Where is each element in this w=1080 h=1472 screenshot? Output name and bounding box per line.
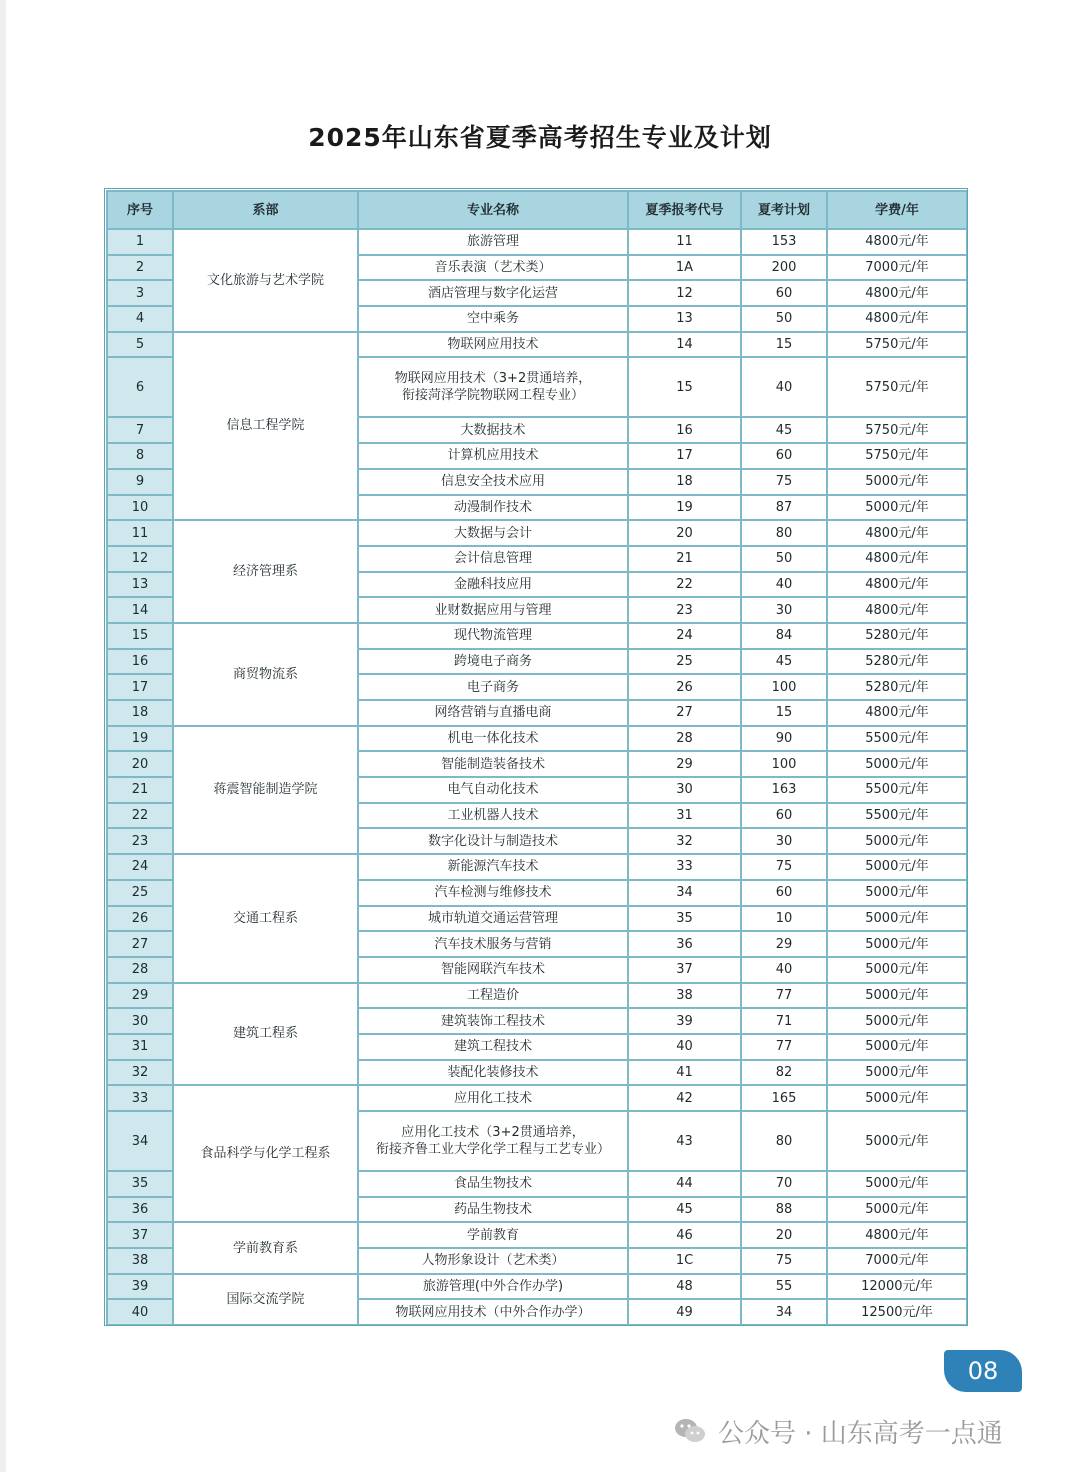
cell-fee: 5750元/年	[827, 443, 967, 469]
cell-major: 大数据与会计	[358, 520, 628, 546]
page-number-badge: 08	[944, 1350, 1022, 1392]
cell-major: 汽车检测与维修技术	[358, 880, 628, 906]
cell-major: 计算机应用技术	[358, 443, 628, 469]
cell-plan: 15	[741, 332, 827, 358]
cell-major-line2: 衔接齐鲁工业大学化学工程与工艺专业）	[375, 1142, 610, 1157]
cell-seq: 25	[107, 880, 173, 906]
cell-seq: 34	[107, 1111, 173, 1171]
cell-fee: 5000元/年	[827, 957, 967, 983]
table-row	[107, 1222, 967, 1248]
cell-fee: 5000元/年	[827, 469, 967, 495]
cell-seq: 14	[107, 597, 173, 623]
cell-seq: 11	[107, 520, 173, 546]
cell-seq: 20	[107, 751, 173, 777]
cell-fee: 4800元/年	[827, 520, 967, 546]
cell-major-line1: 应用化工技术（3+2贯通培养，	[401, 1125, 585, 1140]
cell-seq: 40	[107, 1299, 173, 1325]
cell-fee: 5750元/年	[827, 332, 967, 358]
cell-seq: 36	[107, 1197, 173, 1223]
cell-plan: 55	[741, 1274, 827, 1300]
page-title: 2025年山东省夏季高考招生专业及计划	[308, 123, 772, 152]
cell-fee: 5000元/年	[827, 751, 967, 777]
cell-code: 43	[628, 1111, 741, 1171]
cell-fee: 5000元/年	[827, 1008, 967, 1034]
cell-plan: 60	[741, 880, 827, 906]
cell-major: 工业机器人技术	[358, 803, 628, 829]
cell-seq: 24	[107, 854, 173, 880]
cell-seq: 23	[107, 828, 173, 854]
cell-fee: 5000元/年	[827, 1171, 967, 1197]
cell-code: 18	[628, 469, 741, 495]
cell-fee: 5000元/年	[827, 1060, 967, 1086]
cell-code: 38	[628, 983, 741, 1009]
cell-major: 智能制造装备技术	[358, 751, 628, 777]
cell-seq: 8	[107, 443, 173, 469]
cell-seq: 13	[107, 572, 173, 598]
cell-plan: 60	[741, 803, 827, 829]
cell-fee: 5000元/年	[827, 495, 967, 521]
cell-major: 工程造价	[358, 983, 628, 1009]
cell-seq: 16	[107, 649, 173, 675]
cell-plan: 60	[741, 280, 827, 306]
header-code: 夏季报考代号	[628, 191, 741, 229]
cell-dept: 国际交流学院	[173, 1274, 358, 1325]
cell-code: 35	[628, 906, 741, 932]
cell-dept: 建筑工程系	[173, 983, 358, 1086]
cell-major: 网络营销与直播电商	[358, 700, 628, 726]
cell-plan: 60	[741, 443, 827, 469]
cell-plan: 34	[741, 1299, 827, 1325]
cell-code: 40	[628, 1034, 741, 1060]
cell-major: 跨境电子商务	[358, 649, 628, 675]
cell-plan: 75	[741, 854, 827, 880]
cell-seq: 4	[107, 306, 173, 332]
cell-plan: 15	[741, 700, 827, 726]
cell-code: 31	[628, 803, 741, 829]
cell-plan: 100	[741, 674, 827, 700]
cell-code: 16	[628, 417, 741, 443]
cell-seq: 17	[107, 674, 173, 700]
cell-plan: 80	[741, 520, 827, 546]
table-row	[107, 1274, 967, 1300]
cell-code: 28	[628, 726, 741, 752]
cell-fee: 7000元/年	[827, 255, 967, 281]
cell-fee: 5000元/年	[827, 854, 967, 880]
cell-code: 29	[628, 751, 741, 777]
cell-seq: 22	[107, 803, 173, 829]
header-major: 专业名称	[358, 191, 628, 229]
cell-major: 药品生物技术	[358, 1197, 628, 1223]
page-edge	[0, 0, 6, 1472]
cell-seq: 6	[107, 357, 173, 417]
cell-fee: 5280元/年	[827, 649, 967, 675]
cell-code: 41	[628, 1060, 741, 1086]
cell-code: 12	[628, 280, 741, 306]
cell-plan: 50	[741, 306, 827, 332]
cell-fee: 5000元/年	[827, 1197, 967, 1223]
cell-fee: 5500元/年	[827, 777, 967, 803]
cell-seq: 1	[107, 229, 173, 255]
cell-seq: 37	[107, 1222, 173, 1248]
cell-code: 39	[628, 1008, 741, 1034]
table-row	[107, 1085, 967, 1111]
cell-plan: 29	[741, 931, 827, 957]
cell-code: 20	[628, 520, 741, 546]
cell-plan: 84	[741, 623, 827, 649]
cell-dept: 信息工程学院	[173, 332, 358, 520]
table-row	[107, 229, 967, 255]
wechat-icon	[672, 1413, 708, 1449]
header-fee: 学费/年	[827, 191, 967, 229]
cell-major: 空中乘务	[358, 306, 628, 332]
cell-fee: 5000元/年	[827, 906, 967, 932]
watermark-text: 公众号 · 山东高考一点通	[718, 1418, 1003, 1449]
cell-plan: 45	[741, 417, 827, 443]
header-seq: 序号	[107, 191, 173, 229]
cell-fee: 4800元/年	[827, 572, 967, 598]
cell-major: 旅游管理(中外合作办学)	[358, 1274, 628, 1300]
cell-fee: 5000元/年	[827, 1085, 967, 1111]
cell-major	[358, 357, 628, 417]
header-dept: 系部	[173, 191, 358, 229]
cell-seq: 32	[107, 1060, 173, 1086]
cell-dept: 食品科学与化学工程系	[173, 1085, 358, 1222]
cell-plan: 30	[741, 597, 827, 623]
cell-fee: 12500元/年	[827, 1299, 967, 1325]
cell-code: 48	[628, 1274, 741, 1300]
cell-fee: 5000元/年	[827, 931, 967, 957]
cell-code: 46	[628, 1222, 741, 1248]
cell-dept: 商贸物流系	[173, 623, 358, 726]
cell-fee: 4800元/年	[827, 700, 967, 726]
cell-code: 19	[628, 495, 741, 521]
cell-seq: 30	[107, 1008, 173, 1034]
cell-seq: 26	[107, 906, 173, 932]
cell-code: 34	[628, 880, 741, 906]
cell-code: 42	[628, 1085, 741, 1111]
cell-fee: 5500元/年	[827, 803, 967, 829]
cell-plan: 71	[741, 1008, 827, 1034]
cell-plan: 163	[741, 777, 827, 803]
cell-code: 1C	[628, 1248, 741, 1274]
cell-major: 装配化装修技术	[358, 1060, 628, 1086]
enrollment-table	[106, 190, 968, 1326]
cell-dept: 经济管理系	[173, 520, 358, 623]
cell-code: 36	[628, 931, 741, 957]
cell-fee: 4800元/年	[827, 229, 967, 255]
cell-fee: 4800元/年	[827, 546, 967, 572]
cell-major: 应用化工技术	[358, 1085, 628, 1111]
cell-seq: 15	[107, 623, 173, 649]
cell-seq: 2	[107, 255, 173, 281]
cell-plan: 88	[741, 1197, 827, 1223]
cell-code: 45	[628, 1197, 741, 1223]
cell-code: 17	[628, 443, 741, 469]
cell-plan: 20	[741, 1222, 827, 1248]
cell-major: 动漫制作技术	[358, 495, 628, 521]
table-row	[107, 983, 967, 1009]
cell-seq: 38	[107, 1248, 173, 1274]
cell-plan: 77	[741, 983, 827, 1009]
cell-major: 会计信息管理	[358, 546, 628, 572]
cell-code: 15	[628, 357, 741, 417]
cell-plan: 70	[741, 1171, 827, 1197]
cell-plan: 50	[741, 546, 827, 572]
cell-seq: 3	[107, 280, 173, 306]
cell-fee: 5000元/年	[827, 1111, 967, 1171]
cell-seq: 5	[107, 332, 173, 358]
cell-major: 电气自动化技术	[358, 777, 628, 803]
cell-dept: 蒋震智能制造学院	[173, 726, 358, 854]
cell-major: 酒店管理与数字化运营	[358, 280, 628, 306]
cell-fee: 5000元/年	[827, 1034, 967, 1060]
header-plan: 夏考计划	[741, 191, 827, 229]
cell-fee: 5000元/年	[827, 880, 967, 906]
cell-fee: 5750元/年	[827, 357, 967, 417]
cell-code: 1A	[628, 255, 741, 281]
cell-plan: 75	[741, 1248, 827, 1274]
cell-fee: 4800元/年	[827, 1222, 967, 1248]
cell-code: 25	[628, 649, 741, 675]
cell-seq: 18	[107, 700, 173, 726]
cell-major: 旅游管理	[358, 229, 628, 255]
cell-code: 22	[628, 572, 741, 598]
cell-seq: 31	[107, 1034, 173, 1060]
cell-dept: 学前教育系	[173, 1222, 358, 1273]
cell-plan: 10	[741, 906, 827, 932]
cell-fee: 4800元/年	[827, 597, 967, 623]
cell-fee: 12000元/年	[827, 1274, 967, 1300]
cell-seq: 10	[107, 495, 173, 521]
cell-seq: 27	[107, 931, 173, 957]
cell-seq: 35	[107, 1171, 173, 1197]
cell-major: 建筑装饰工程技术	[358, 1008, 628, 1034]
cell-major: 学前教育	[358, 1222, 628, 1248]
cell-code: 11	[628, 229, 741, 255]
cell-major: 信息安全技术应用	[358, 469, 628, 495]
cell-seq: 12	[107, 546, 173, 572]
cell-plan: 153	[741, 229, 827, 255]
cell-code: 27	[628, 700, 741, 726]
cell-code: 44	[628, 1171, 741, 1197]
cell-dept: 交通工程系	[173, 854, 358, 982]
cell-major: 数字化设计与制造技术	[358, 828, 628, 854]
cell-major	[358, 1111, 628, 1171]
cell-major: 业财数据应用与管理	[358, 597, 628, 623]
cell-plan: 90	[741, 726, 827, 752]
cell-seq: 7	[107, 417, 173, 443]
cell-major: 城市轨道交通运营管理	[358, 906, 628, 932]
cell-fee: 7000元/年	[827, 1248, 967, 1274]
cell-seq: 21	[107, 777, 173, 803]
cell-code: 37	[628, 957, 741, 983]
cell-code: 13	[628, 306, 741, 332]
cell-major: 机电一体化技术	[358, 726, 628, 752]
table-header-row	[107, 191, 967, 229]
watermark	[672, 1410, 1003, 1452]
cell-major: 汽车技术服务与营销	[358, 931, 628, 957]
cell-major-line2: 衔接菏泽学院物联网工程专业）	[401, 388, 584, 404]
table-row	[107, 520, 967, 546]
cell-plan: 77	[741, 1034, 827, 1060]
table-row	[107, 332, 967, 358]
cell-fee: 5500元/年	[827, 726, 967, 752]
cell-seq: 19	[107, 726, 173, 752]
cell-major: 电子商务	[358, 674, 628, 700]
cell-fee: 4800元/年	[827, 280, 967, 306]
cell-plan: 45	[741, 649, 827, 675]
cell-code: 21	[628, 546, 741, 572]
cell-code: 23	[628, 597, 741, 623]
cell-major: 新能源汽车技术	[358, 854, 628, 880]
cell-seq: 9	[107, 469, 173, 495]
cell-code: 32	[628, 828, 741, 854]
cell-code: 30	[628, 777, 741, 803]
cell-code: 26	[628, 674, 741, 700]
cell-plan: 80	[741, 1111, 827, 1171]
table-row	[107, 623, 967, 649]
cell-major: 食品生物技术	[358, 1171, 628, 1197]
cell-fee: 5280元/年	[827, 623, 967, 649]
cell-plan: 87	[741, 495, 827, 521]
cell-seq: 39	[107, 1274, 173, 1300]
cell-seq: 33	[107, 1085, 173, 1111]
cell-major: 金融科技应用	[358, 572, 628, 598]
cell-plan: 30	[741, 828, 827, 854]
cell-plan: 75	[741, 469, 827, 495]
cell-major: 音乐表演（艺术类）	[358, 255, 628, 281]
table-row	[107, 726, 967, 752]
cell-plan: 40	[741, 357, 827, 417]
cell-seq: 29	[107, 983, 173, 1009]
cell-fee: 5000元/年	[827, 983, 967, 1009]
cell-fee: 5000元/年	[827, 828, 967, 854]
cell-plan: 100	[741, 751, 827, 777]
cell-plan: 82	[741, 1060, 827, 1086]
cell-major: 智能网联汽车技术	[358, 957, 628, 983]
cell-dept: 文化旅游与艺术学院	[173, 229, 358, 332]
table-row	[107, 854, 967, 880]
cell-major: 物联网应用技术	[358, 332, 628, 358]
table-body	[107, 229, 967, 1325]
cell-major: 人物形象设计（艺术类）	[358, 1248, 628, 1274]
cell-fee: 4800元/年	[827, 306, 967, 332]
cell-plan: 200	[741, 255, 827, 281]
cell-major-line1: 物联网应用技术（3+2贯通培养，	[394, 371, 592, 387]
cell-major: 现代物流管理	[358, 623, 628, 649]
cell-code: 24	[628, 623, 741, 649]
cell-code: 49	[628, 1299, 741, 1325]
cell-plan: 165	[741, 1085, 827, 1111]
cell-code: 14	[628, 332, 741, 358]
cell-fee: 5750元/年	[827, 417, 967, 443]
cell-major: 物联网应用技术（中外合作办学）	[358, 1299, 628, 1325]
cell-fee: 5280元/年	[827, 674, 967, 700]
cell-code: 33	[628, 854, 741, 880]
cell-plan: 40	[741, 957, 827, 983]
cell-major: 大数据技术	[358, 417, 628, 443]
cell-plan: 40	[741, 572, 827, 598]
cell-major: 建筑工程技术	[358, 1034, 628, 1060]
cell-seq: 28	[107, 957, 173, 983]
